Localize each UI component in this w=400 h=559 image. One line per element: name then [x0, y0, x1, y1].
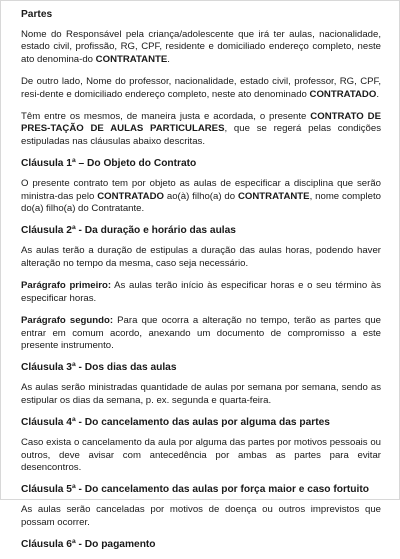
parties-heading: Partes — [21, 9, 53, 20]
clause2-paragraph-1-label: Parágrafo primeiro: — [21, 280, 112, 292]
clause1-text-1: O presente contrato tem por objeto as aulas de especificar a disciplina que serão ministra-das pelo — [21, 178, 381, 202]
clause1-bold-1: CONTRATADO — [97, 190, 164, 202]
clause1-heading: Cláusula 1ª – Do Objeto do Contrato — [21, 158, 197, 170]
agreement-paragraph — [21, 111, 381, 148]
agreement-text: Têm entre os mesmos, de maneira justa e acordada, o presente — [21, 111, 311, 123]
clause3-body: As aulas serão ministradas quantidade de aulas por semana por semana, sendo as estipular os dias da semana, p. ex. segunda e quarta-feira. — [21, 382, 381, 406]
contratante-paragraph — [21, 29, 381, 66]
clause1-bold-2: CONTRATANTE — [237, 190, 310, 202]
clause2-heading: Cláusula 2ª - Da duração e horário das aulas — [21, 225, 236, 237]
contract-title: CONTRATO DE PRES-TAÇÃO DE AULAS PARTICULARES — [21, 111, 381, 135]
clause4-body: Caso exista o cancelamento da aula por alguma das partes por motivos pessoais ou outros, deve avisar com antecedência por ambas as partes para evitar desencontros. — [21, 437, 381, 473]
clause1-body — [21, 178, 381, 215]
contratado-tail: . — [376, 88, 379, 100]
clause6-heading: Cláusula 6ª - Do pagamento — [21, 539, 156, 551]
contratante-tail: . — [167, 53, 170, 65]
clause5-body: As aulas serão canceladas por motivos de doença ou outros imprevistos que possam ocorrer. — [21, 504, 381, 528]
clause2-paragraph-2 — [21, 315, 381, 352]
clause2-paragraph-1-text: As aulas terão início às especificar horas e o seu término às especificar horas. — [21, 280, 381, 304]
clause3-heading: Cláusula 3ª - Dos dias das aulas — [21, 362, 177, 374]
clause1-text-2: ao(à) filho(a) do — [163, 190, 238, 202]
contratado-label: CONTRATADO — [309, 88, 377, 100]
clause4-heading: Cláusula 4ª - Do cancelamento das aulas por alguma das partes — [21, 417, 330, 429]
contratante-label: CONTRATANTE — [95, 53, 168, 65]
clause2-paragraph-1 — [21, 280, 381, 305]
clause2-paragraph-2-label: Parágrafo segundo: — [21, 315, 114, 327]
contratado-paragraph — [21, 76, 381, 101]
clause2-body: As aulas terão a duração de estipulas a duração das aulas horas, podendo haver alteração no tempo da mesma, caso seja necessário. — [21, 245, 381, 269]
clause5-heading: Cláusula 5ª - Do cancelamento das aulas por força maior e caso fortuito — [21, 484, 369, 496]
clause1-text-3: , nome completo do(a) filho(a) do Contratante. — [21, 190, 381, 215]
agreement-tail: , que se regerá pelas condições estipuladas nas cláusulas abaixo descritas. — [21, 123, 382, 147]
contratante-text: Nome do Responsável pela criança/adolescente que irá ter aulas, nacionalidade, estado civil, profissão, RG, CPF, residente e domiciliado endereço completo, neste ato denomina-do — [21, 29, 381, 65]
contract-document — [21, 9, 381, 559]
contratado-text: De outro lado, Nome do professor, nacionalidade, estado civil, professor, RG, CPF, resi-dente e domiciliado endereço completo, neste ato denominado — [21, 76, 381, 100]
clause2-paragraph-2-text: Para que ocorra a alteração no tempo, terão as partes que entrar em comum acordo, anexando um documento de compromisso a este presente instrumento. — [21, 315, 381, 351]
